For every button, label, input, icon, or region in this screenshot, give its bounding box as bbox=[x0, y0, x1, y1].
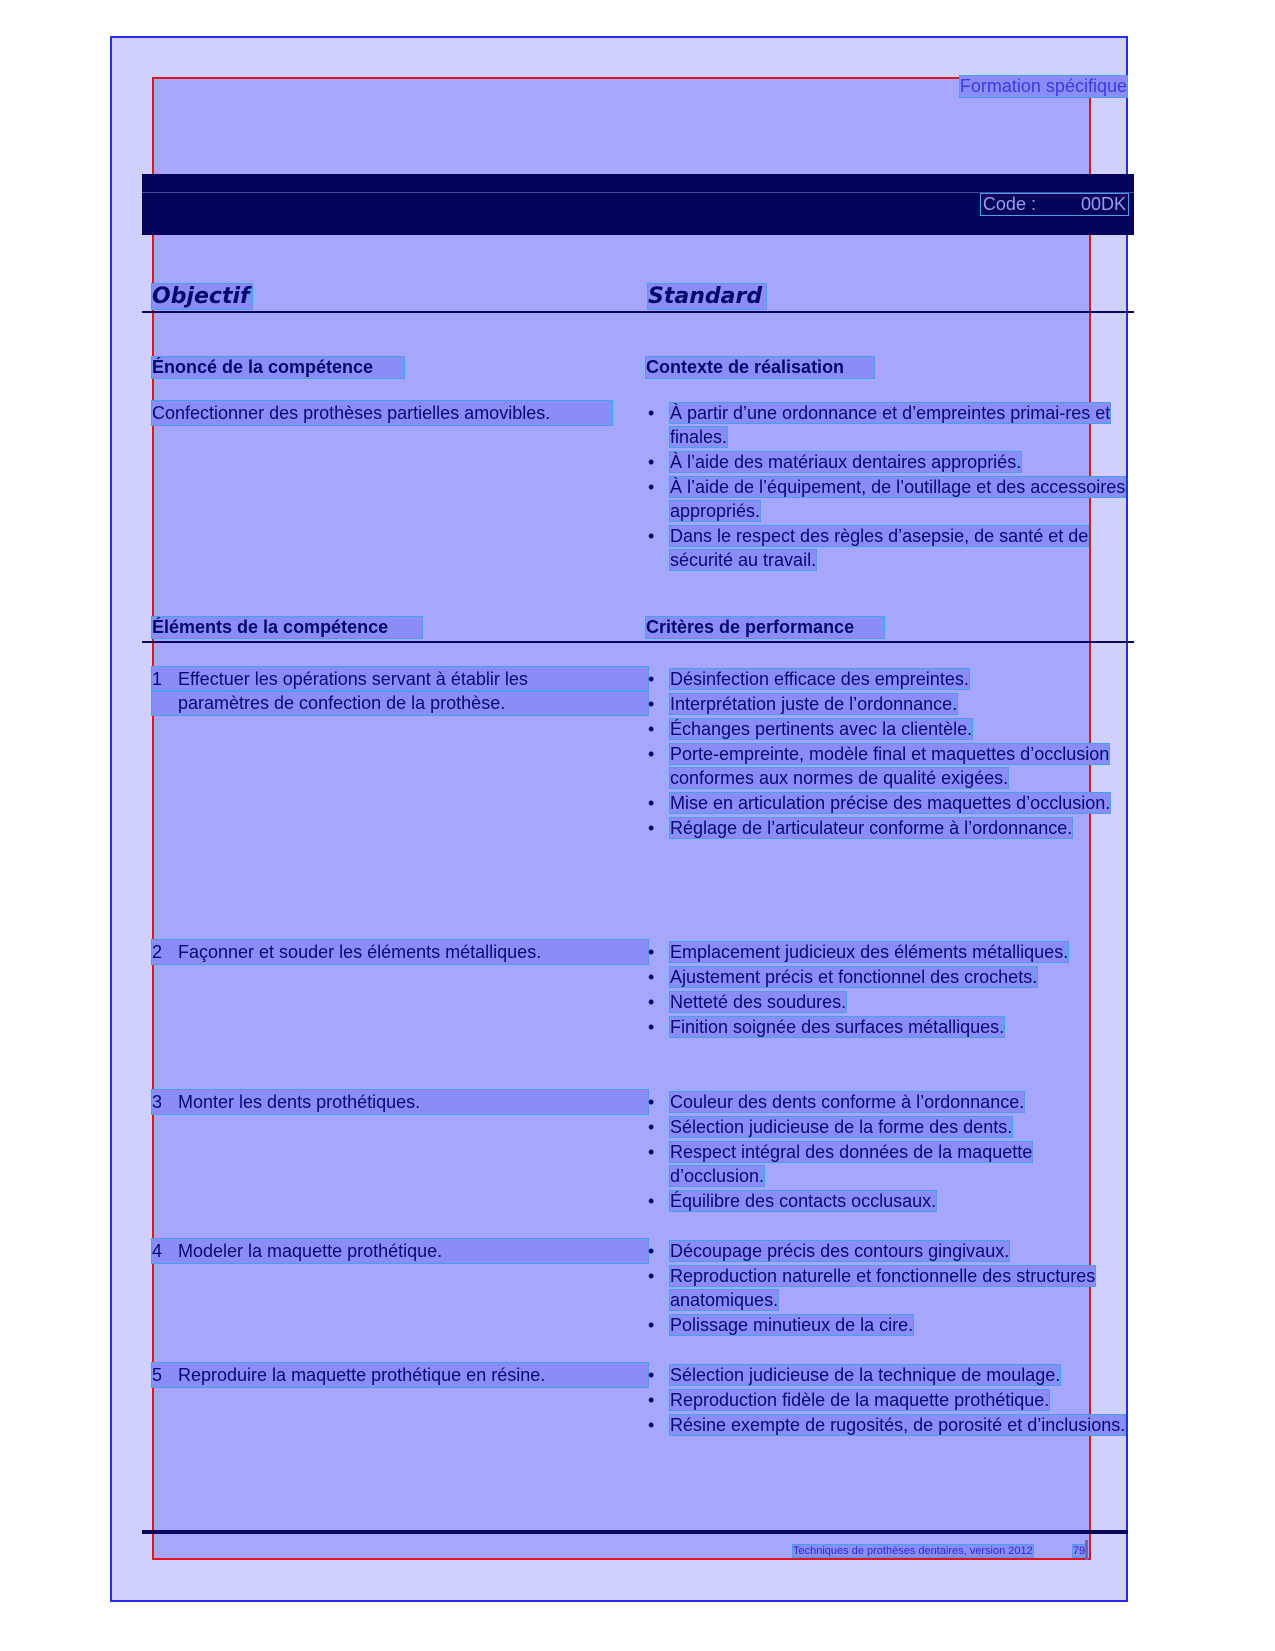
heading-enonce: Énoncé de la compétence bbox=[152, 357, 404, 378]
contexte-item: Dans le respect des règles d’asepsie, de santé et de sécurité au travail. bbox=[670, 526, 1089, 570]
criterion: Sélection judicieuse de la forme des dents. bbox=[670, 1117, 1013, 1137]
list-item bbox=[648, 401, 1128, 449]
list-item bbox=[648, 1313, 1128, 1337]
element-number: 4 bbox=[152, 1241, 163, 1261]
list-item bbox=[648, 816, 1128, 840]
list-item bbox=[648, 1264, 1128, 1312]
list-item bbox=[648, 1239, 1128, 1263]
element-text: Reproduire la maquette prothétique en résine. bbox=[178, 1365, 546, 1385]
criterion: Couleur des dents conforme à l’ordonnance. bbox=[670, 1092, 1025, 1112]
contexte-item: À l’aide des matériaux dentaires appropriés. bbox=[670, 452, 1022, 472]
element-number: 5 bbox=[152, 1365, 163, 1385]
contexte-list bbox=[648, 401, 1128, 573]
contexte-item: À l’aide de l’équipement, de l’outillage et des accessoires appropriés. bbox=[670, 477, 1126, 521]
element-1 bbox=[152, 667, 648, 715]
list-item bbox=[648, 1090, 1128, 1114]
element-3 bbox=[152, 1090, 648, 1114]
code-label-text: Code : bbox=[982, 194, 1036, 214]
list-item bbox=[648, 717, 1128, 741]
criterion: Respect intégral des données de la maquette d’occlusion. bbox=[670, 1142, 1033, 1186]
element-4 bbox=[152, 1239, 648, 1263]
criterion: Sélection judicieuse de la technique de moulage. bbox=[670, 1365, 1061, 1385]
header-band bbox=[142, 174, 1134, 235]
contexte-item: À partir d’une ordonnance et d’empreintes primai-res et finales. bbox=[670, 403, 1111, 447]
criterion: Finition soignée des surfaces métalliques. bbox=[670, 1017, 1005, 1037]
element-text-cont: paramètres de confection de la prothèse. bbox=[178, 693, 506, 713]
section-rule bbox=[142, 641, 1134, 643]
list-item bbox=[648, 940, 1128, 964]
criteria-list-1 bbox=[648, 667, 1128, 841]
criteria-list-2 bbox=[648, 940, 1128, 1040]
list-item bbox=[648, 1189, 1128, 1213]
criterion: Résine exempte de rugosités, de porosité et d’inclusions. bbox=[670, 1415, 1126, 1435]
element-1-line-1 bbox=[152, 667, 648, 691]
list-item bbox=[648, 1015, 1128, 1039]
list-item bbox=[648, 692, 1128, 716]
heading-criteres: Critères de performance bbox=[646, 617, 884, 638]
header-rule bbox=[142, 311, 1134, 313]
criterion: Découpage précis des contours gingivaux. bbox=[670, 1241, 1010, 1261]
element-number: 3 bbox=[152, 1092, 163, 1112]
criteria-list-5 bbox=[648, 1363, 1128, 1438]
list-item bbox=[648, 791, 1128, 815]
criterion: Polissage minutieux de la cire. bbox=[670, 1315, 914, 1335]
heading-contexte: Contexte de réalisation bbox=[646, 357, 874, 378]
header-program-label: Formation spécifique bbox=[959, 76, 1127, 96]
criterion: Reproduction naturelle et fonctionnelle des structures anatomiques. bbox=[670, 1266, 1096, 1310]
footer-mark bbox=[1085, 1540, 1088, 1560]
heading-elements: Éléments de la compétence bbox=[152, 617, 422, 638]
list-item bbox=[648, 1388, 1128, 1412]
criterion: Porte-empreinte, modèle final et maquettes d’occlusion conformes aux normes de qualité exigées. bbox=[670, 744, 1110, 788]
column-title-objectif: Objectif bbox=[152, 284, 252, 309]
list-item bbox=[648, 990, 1128, 1014]
header-band-rule bbox=[142, 192, 1134, 193]
criterion: Ajustement précis et fonctionnel des crochets. bbox=[670, 967, 1038, 987]
element-text: Modeler la maquette prothétique. bbox=[178, 1241, 443, 1261]
element-text: Effectuer les opérations servant à établir les bbox=[178, 669, 528, 689]
element-2 bbox=[152, 940, 648, 964]
criterion: Emplacement judicieux des éléments métalliques. bbox=[670, 942, 1069, 962]
element-5 bbox=[152, 1363, 648, 1387]
list-item bbox=[648, 524, 1128, 572]
list-item bbox=[648, 1363, 1128, 1387]
footer-rule bbox=[142, 1530, 1128, 1534]
page-number: 79 bbox=[1072, 1545, 1086, 1557]
criterion: Échanges pertinents avec la clientèle. bbox=[670, 719, 973, 739]
code-value: 00DK bbox=[1080, 194, 1126, 214]
element-text: Façonner et souder les éléments métalliques. bbox=[178, 942, 542, 962]
list-item bbox=[648, 450, 1128, 474]
list-item bbox=[648, 667, 1128, 691]
criterion: Interprétation juste de l’ordonnance. bbox=[670, 694, 958, 714]
element-1-line-2 bbox=[152, 691, 648, 715]
criterion: Reproduction fidèle de la maquette prothétique. bbox=[670, 1390, 1050, 1410]
list-item bbox=[648, 475, 1128, 523]
list-item bbox=[648, 1140, 1128, 1188]
criterion: Netteté des soudures. bbox=[670, 992, 847, 1012]
list-item bbox=[648, 965, 1128, 989]
list-item bbox=[648, 742, 1128, 790]
code-label bbox=[981, 194, 1128, 215]
criterion: Équilibre des contacts occlusaux. bbox=[670, 1191, 937, 1211]
list-item bbox=[648, 1115, 1128, 1139]
criteria-list-4 bbox=[648, 1239, 1128, 1338]
element-number: 1 bbox=[152, 669, 163, 689]
element-number: 2 bbox=[152, 942, 163, 962]
criteria-list-3 bbox=[648, 1090, 1128, 1214]
criterion: Mise en articulation précise des maquettes d’occlusion. bbox=[670, 793, 1111, 813]
criterion: Réglage de l’articulateur conforme à l’ordonnance. bbox=[670, 818, 1073, 838]
list-item bbox=[648, 1413, 1128, 1437]
column-title-standard: Standard bbox=[648, 284, 766, 309]
competence-statement: Confectionner des prothèses partielles amovibles. bbox=[152, 401, 612, 425]
criterion: Désinfection efficace des empreintes. bbox=[670, 669, 969, 689]
footer bbox=[793, 1545, 1085, 1557]
footer-title: Techniques de prothèses dentaires, version 2012 bbox=[793, 1545, 1033, 1557]
element-text: Monter les dents prothétiques. bbox=[178, 1092, 421, 1112]
